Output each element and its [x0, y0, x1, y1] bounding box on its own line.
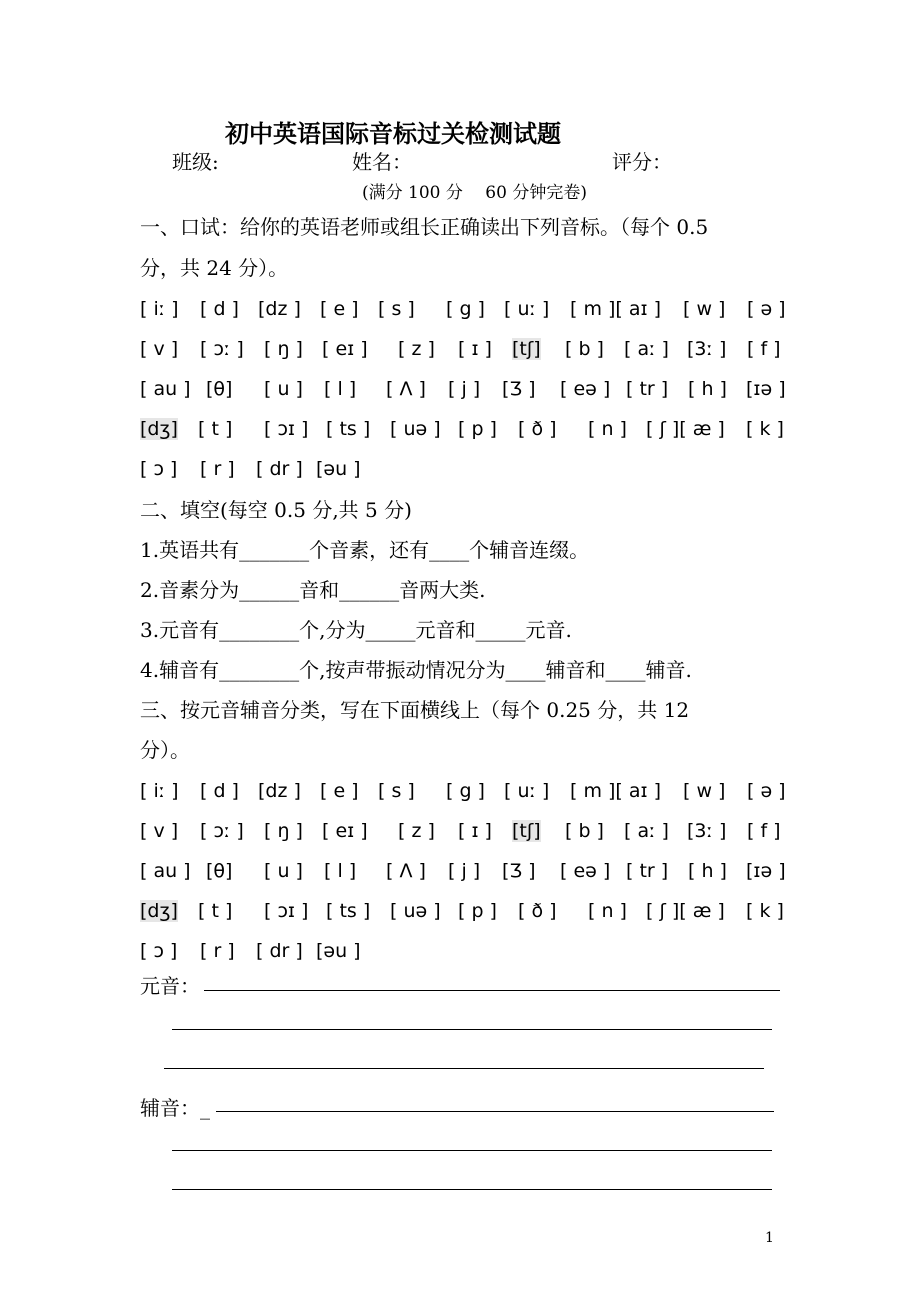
phonetic-symbol: [ ʃ ][ æ ] — [646, 418, 725, 440]
section3-heading-cont: 分）。 — [140, 738, 190, 762]
class-label: 班级: — [172, 150, 219, 174]
phonetic-row — [140, 940, 780, 966]
phonetic-symbol: [ r ] — [200, 940, 235, 962]
phonetic-symbol: [ɪə ] — [746, 378, 786, 400]
phonetic-symbol: [ w ] — [683, 780, 726, 802]
consonant-answer-line[interactable] — [172, 1189, 772, 1190]
phonetic-symbol: [ ð ] — [518, 418, 557, 440]
phonetic-symbol: [ v ] — [140, 338, 179, 360]
phonetic-symbol: [ ŋ ] — [264, 338, 303, 360]
phonetic-symbol: [dʒ] — [140, 418, 178, 440]
phonetic-symbol: [ uə ] — [390, 418, 441, 440]
phonetic-row — [140, 378, 786, 404]
phonetic-symbol: [ m ][ aɪ ] — [570, 298, 662, 320]
phonetic-symbol: [ au ] — [140, 378, 191, 400]
phonetic-symbol: [ ɔː ] — [200, 338, 244, 360]
phonetic-symbol: [ k ] — [746, 418, 784, 440]
phonetic-symbol: [ b ] — [565, 820, 604, 842]
phonetic-row — [140, 298, 786, 324]
phonetic-symbol: [ Λ ] — [386, 378, 426, 400]
consonant-label: 辅音：_ — [140, 1096, 210, 1120]
page-title: 初中英语国际音标过关检测试题 — [225, 119, 561, 148]
phonetic-symbol: [tʃ] — [512, 338, 541, 360]
phonetic-symbol: [ eə ] — [560, 860, 611, 882]
phonetic-symbol: [ eɪ ] — [322, 820, 368, 842]
phonetic-symbol: [ ʃ ][ æ ] — [646, 900, 725, 922]
question-4: 4.辅音有________个,按声带振动情况分为____辅音和____辅音. — [140, 658, 692, 682]
phonetic-symbol: [ Λ ] — [386, 860, 426, 882]
phonetic-symbol: [ ɔ ] — [140, 458, 178, 480]
phonetic-symbol: [ ɔɪ ] — [264, 418, 309, 440]
phonetic-symbol: [ ɪ ] — [458, 338, 492, 360]
phonetic-symbol: [3ː ] — [687, 820, 727, 842]
phonetic-symbol: [ ts ] — [326, 418, 371, 440]
phonetic-symbol: [ ɔɪ ] — [264, 900, 309, 922]
phonetic-symbol: [ s ] — [378, 780, 415, 802]
phonetic-symbol: [əu ] — [316, 940, 361, 962]
phonetic-symbol: [ ts ] — [326, 900, 371, 922]
phonetic-symbol: [ l ] — [324, 378, 357, 400]
phonetic-symbol: [ au ] — [140, 860, 191, 882]
phonetic-symbol: [θ] — [206, 860, 233, 882]
score-label: 评分： — [612, 150, 672, 174]
phonetic-symbol: [ ɪ ] — [458, 820, 492, 842]
section1-heading: 一、口试：给你的英语老师或组长正确读出下列音标。（每个 0.5 — [140, 215, 709, 239]
phonetic-symbol: [ f ] — [747, 820, 781, 842]
phonetic-symbol: [ eɪ ] — [322, 338, 368, 360]
phonetic-symbol: [Ʒ ] — [502, 378, 536, 400]
phonetic-symbol: [3ː ] — [687, 338, 727, 360]
phonetic-symbol: [ iː ] — [140, 298, 179, 320]
phonetic-symbol: [ z ] — [398, 820, 435, 842]
phonetic-symbol: [ ð ] — [518, 900, 557, 922]
phonetic-symbol: [ p ] — [458, 900, 497, 922]
phonetic-symbol: [dʒ] — [140, 900, 178, 922]
phonetic-symbol: [ ə ] — [747, 298, 786, 320]
phonetic-symbol: [ j ] — [448, 378, 481, 400]
phonetic-symbol: [ b ] — [565, 338, 604, 360]
name-label: 姓名： — [352, 150, 412, 174]
phonetic-symbol: [ ə ] — [747, 780, 786, 802]
phonetic-symbol: [ j ] — [448, 860, 481, 882]
phonetic-symbol: [tʃ] — [512, 820, 541, 842]
phonetic-symbol: [dz ] — [258, 298, 301, 320]
phonetic-symbol: [ ŋ ] — [264, 820, 303, 842]
phonetic-symbol: [ dr ] — [256, 458, 303, 480]
phonetic-symbol: [ w ] — [683, 298, 726, 320]
page-number: 1 — [765, 1230, 774, 1246]
vowel-label: 元音： — [140, 974, 200, 998]
question-3: 3.元音有________个,分为_____元音和_____元音. — [140, 618, 572, 642]
phonetic-symbol: [ u ] — [264, 860, 303, 882]
phonetic-symbol: [ e ] — [320, 780, 359, 802]
phonetic-symbol: [ k ] — [746, 900, 784, 922]
phonetic-row — [140, 860, 786, 886]
phonetic-row — [140, 338, 780, 364]
phonetic-symbol: [əu ] — [316, 458, 361, 480]
phonetic-symbol: [ aː ] — [624, 338, 669, 360]
phonetic-symbol: [ n ] — [588, 900, 627, 922]
vowel-answer-line[interactable] — [204, 990, 780, 991]
phonetic-row — [140, 820, 780, 846]
phonetic-symbol: [ f ] — [747, 338, 781, 360]
phonetic-symbol: [ uː ] — [504, 298, 550, 320]
phonetic-symbol: [ s ] — [378, 298, 415, 320]
section3-heading: 三、按元音辅音分类，写在下面横线上（每个 0.25 分，共 12 — [140, 698, 690, 722]
phonetic-symbol: [ ɔ ] — [140, 940, 178, 962]
phonetic-symbol: [dz ] — [258, 780, 301, 802]
phonetic-symbol: [ z ] — [398, 338, 435, 360]
phonetic-symbol: [ t ] — [198, 900, 233, 922]
phonetic-symbol: [θ] — [206, 378, 233, 400]
phonetic-symbol: [ɪə ] — [746, 860, 786, 882]
phonetic-row — [140, 900, 784, 926]
consonant-answer-line[interactable] — [172, 1150, 772, 1151]
phonetic-symbol: [ u ] — [264, 378, 303, 400]
vowel-answer-line[interactable] — [164, 1068, 764, 1069]
phonetic-symbol: [ h ] — [688, 860, 727, 882]
phonetic-symbol: [ t ] — [198, 418, 233, 440]
phonetic-symbol: [ ɔː ] — [200, 820, 244, 842]
phonetic-row — [140, 418, 784, 444]
phonetic-symbol: [ uə ] — [390, 900, 441, 922]
phonetic-symbol: [ p ] — [458, 418, 497, 440]
phonetic-row — [140, 780, 786, 806]
phonetic-symbol: [ r ] — [200, 458, 235, 480]
exam-note: (满分 100 分 60 分钟完卷) — [362, 183, 587, 203]
section2-heading: 二、填空(每空 0.5 分,共 5 分) — [140, 498, 412, 522]
phonetic-symbol: [ e ] — [320, 298, 359, 320]
phonetic-symbol: [ g ] — [446, 780, 485, 802]
phonetic-symbol: [ g ] — [446, 298, 485, 320]
phonetic-symbol: [ m ][ aɪ ] — [570, 780, 662, 802]
phonetic-row — [140, 458, 780, 484]
phonetic-symbol: [ n ] — [588, 418, 627, 440]
phonetic-symbol: [ v ] — [140, 820, 179, 842]
phonetic-symbol: [ aː ] — [624, 820, 669, 842]
consonant-answer-line[interactable] — [216, 1111, 774, 1112]
phonetic-symbol: [ h ] — [688, 378, 727, 400]
phonetic-symbol: [ d ] — [200, 298, 239, 320]
question-2: 2.音素分为______音和______音两大类. — [140, 578, 486, 602]
phonetic-symbol: [ tr ] — [626, 378, 669, 400]
phonetic-symbol: [ iː ] — [140, 780, 179, 802]
phonetic-symbol: [ d ] — [200, 780, 239, 802]
question-1: 1.英语共有_______个音素，还有____个辅音连缀。 — [140, 538, 590, 562]
phonetic-symbol: [ dr ] — [256, 940, 303, 962]
phonetic-symbol: [ tr ] — [626, 860, 669, 882]
vowel-answer-line[interactable] — [172, 1029, 772, 1030]
phonetic-symbol: [Ʒ ] — [502, 860, 536, 882]
section1-heading-cont: 分，共 24 分）。 — [140, 256, 289, 280]
phonetic-symbol: [ l ] — [324, 860, 357, 882]
phonetic-symbol: [ eə ] — [560, 378, 611, 400]
phonetic-symbol: [ uː ] — [504, 780, 550, 802]
